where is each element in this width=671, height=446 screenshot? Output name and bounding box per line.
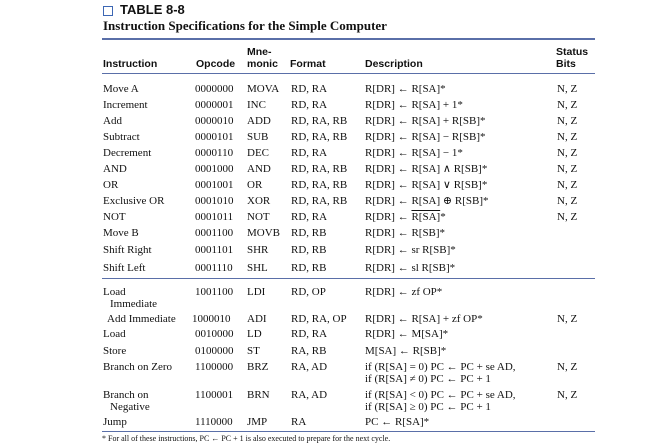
row-mnemonic: AND [247, 163, 271, 175]
header-opcode: Opcode [196, 58, 236, 70]
row-description: M[SA] ← R[SB]* [365, 345, 447, 357]
row-instruction: Load [103, 286, 126, 298]
top-rule [102, 38, 595, 40]
row-mnemonic: BRZ [247, 361, 269, 373]
section-rule [102, 278, 595, 279]
row-opcode: 0001101 [195, 244, 234, 256]
row-format: RA, RB [291, 345, 327, 357]
row-opcode: 0000000 [195, 83, 234, 95]
row-opcode: 0001110 [195, 262, 233, 274]
row-instruction: OR [103, 179, 119, 191]
row-description: R[DR] ← sl R[SB]* [365, 262, 456, 274]
row-instruction-cont: Immediate [110, 298, 158, 310]
row-format: RD, RA [291, 211, 328, 223]
footnote: * For all of these instructions, PC ← PC + 1 is also executed to prepare for the next cycle. [102, 434, 391, 443]
row-opcode: 1110000 [195, 416, 233, 428]
header-mnemonic-2: monic [247, 58, 278, 70]
row-opcode: 0010000 [195, 328, 234, 340]
row-format: RD, RA, RB [291, 179, 348, 191]
header-status-1: Status [556, 46, 589, 58]
row-description: R[DR] ← R[SA] ∨ R[SB]* [365, 179, 488, 191]
row-format: RD, RA, RB [291, 115, 348, 127]
row-format: RD, RA [291, 99, 328, 111]
row-description [365, 211, 446, 223]
row-instruction: Subtract [103, 131, 140, 143]
row-format: RA [291, 416, 307, 428]
row-status: N, Z [557, 99, 578, 111]
row-mnemonic: SUB [247, 131, 269, 143]
row-instruction: Shift Right [103, 244, 152, 256]
row-format: RD, RA [291, 147, 328, 159]
row-mnemonic: MOVA [247, 83, 280, 95]
row-mnemonic: ADI [247, 313, 267, 325]
row-instruction: Jump [103, 416, 127, 428]
row-mnemonic: MOVB [247, 227, 281, 239]
row-instruction: Shift Left [103, 262, 146, 274]
row-description: R[DR] ← R[SA]* [365, 83, 446, 95]
row-description: R[DR] ← R[SA] − 1* [365, 147, 463, 159]
header-status-2: Bits [556, 58, 576, 70]
row-status: N, Z [557, 163, 578, 175]
row-mnemonic: JMP [247, 416, 268, 428]
row-mnemonic: OR [247, 179, 263, 191]
row-instruction: Branch on [103, 389, 149, 401]
row-description-cont: if (R[SA] ≠ 0) PC ← PC + 1 [365, 373, 491, 385]
row-instruction: Add Immediate [107, 313, 176, 325]
row-opcode: 1000010 [192, 313, 231, 325]
row-opcode: 0001010 [195, 195, 234, 207]
row-opcode: 0001000 [195, 163, 234, 175]
table-title: Instruction Specifications for the Simple Computer [103, 18, 387, 33]
row-opcode: 1100000 [195, 361, 234, 373]
row-instruction: Move A [103, 83, 139, 95]
row-status: N, Z [557, 195, 578, 207]
row-instruction: Increment [103, 99, 148, 111]
table-number: TABLE 8-8 [120, 2, 185, 17]
row-format: RD, RA, RB [291, 131, 348, 143]
row-status: N, Z [557, 313, 578, 325]
row-description: R[DR] ← R[SA] − R[SB]* [365, 131, 486, 143]
row-description-cont: if (R[SA] ≥ 0) PC ← PC + 1 [365, 401, 491, 413]
description-prefix: R[DR] ← [365, 211, 412, 223]
header-rule [102, 73, 595, 74]
row-description: R[DR] ← R[SB]* [365, 227, 446, 239]
header-mnemonic-1: Mne- [247, 46, 272, 58]
row-mnemonic: ADD [247, 115, 271, 127]
row-instruction: Exclusive OR [103, 195, 165, 207]
row-format: RD, OP [291, 286, 326, 298]
row-status: N, Z [557, 389, 578, 401]
row-description: R[DR] ← R[SA] ⊕ R[SB]* [365, 195, 489, 207]
row-description: R[DR] ← M[SA]* [365, 328, 449, 340]
header-instruction: Instruction [103, 58, 158, 70]
row-status: N, Z [557, 361, 578, 373]
row-opcode: 0000010 [195, 115, 234, 127]
row-opcode: 0001100 [195, 227, 234, 239]
row-opcode: 1001100 [195, 286, 234, 298]
row-format: RD, RA, RB [291, 163, 348, 175]
table-marker-icon [103, 6, 113, 16]
bottom-rule [102, 431, 595, 432]
row-opcode: 0100000 [195, 345, 234, 357]
row-mnemonic: XOR [247, 195, 271, 207]
row-status: N, Z [557, 115, 578, 127]
row-mnemonic: BRN [247, 389, 270, 401]
row-format: RA, AD [291, 389, 328, 401]
row-instruction: Load [103, 328, 126, 340]
row-opcode: 1100001 [195, 389, 234, 401]
row-description: if (R[SA] = 0) PC ← PC + se AD, [365, 361, 516, 373]
row-mnemonic: SHL [247, 262, 268, 274]
description-complement: R[SA] [411, 211, 441, 223]
row-description: R[DR] ← R[SA] ∧ R[SB]* [365, 163, 488, 175]
row-format: RD, RB [291, 262, 327, 274]
row-opcode: 0000101 [195, 131, 234, 143]
row-format: RD, RB [291, 227, 327, 239]
row-status: N, Z [557, 147, 578, 159]
description-suffix: * [440, 211, 446, 223]
row-instruction-cont: Negative [110, 401, 150, 413]
row-mnemonic: LDI [247, 286, 266, 298]
row-description: PC ← R[SA]* [365, 416, 430, 428]
row-instruction: Decrement [103, 147, 152, 159]
row-description: R[DR] ← R[SA] + 1* [365, 99, 463, 111]
row-instruction: Branch on Zero [103, 361, 173, 373]
row-format: RD, RB [291, 244, 327, 256]
row-description: R[DR] ← zf OP* [365, 286, 443, 298]
row-format: RD, RA [291, 83, 328, 95]
row-description: R[DR] ← R[SA] + R[SB]* [365, 115, 486, 127]
header-description: Description [365, 58, 423, 70]
row-instruction: Store [103, 345, 127, 357]
header-format: Format [290, 58, 326, 70]
row-mnemonic: NOT [247, 211, 270, 223]
row-instruction: AND [103, 163, 127, 175]
row-opcode: 0001011 [195, 211, 234, 223]
row-status: N, Z [557, 83, 578, 95]
row-opcode: 0000110 [195, 147, 234, 159]
row-description: R[DR] ← sr R[SB]* [365, 244, 456, 256]
row-status: N, Z [557, 211, 578, 223]
row-status: N, Z [557, 179, 578, 191]
row-mnemonic: DEC [247, 147, 269, 159]
row-format: RA, AD [291, 361, 328, 373]
row-status: N, Z [557, 131, 578, 143]
row-instruction: Move B [103, 227, 139, 239]
row-opcode: 0000001 [195, 99, 234, 111]
row-format: RD, RA [291, 328, 328, 340]
row-instruction: Add [103, 115, 122, 127]
row-format: RD, RA, OP [291, 313, 347, 325]
row-opcode: 0001001 [195, 179, 234, 191]
row-mnemonic: INC [247, 99, 266, 111]
row-mnemonic: LD [247, 328, 262, 340]
row-description: if (R[SA] < 0) PC ← PC + se AD, [365, 389, 516, 401]
row-mnemonic: SHR [247, 244, 269, 256]
row-description: R[DR] ← R[SA] + zf OP* [365, 313, 483, 325]
row-mnemonic: ST [247, 345, 260, 357]
row-format: RD, RA, RB [291, 195, 348, 207]
row-instruction: NOT [103, 211, 126, 223]
